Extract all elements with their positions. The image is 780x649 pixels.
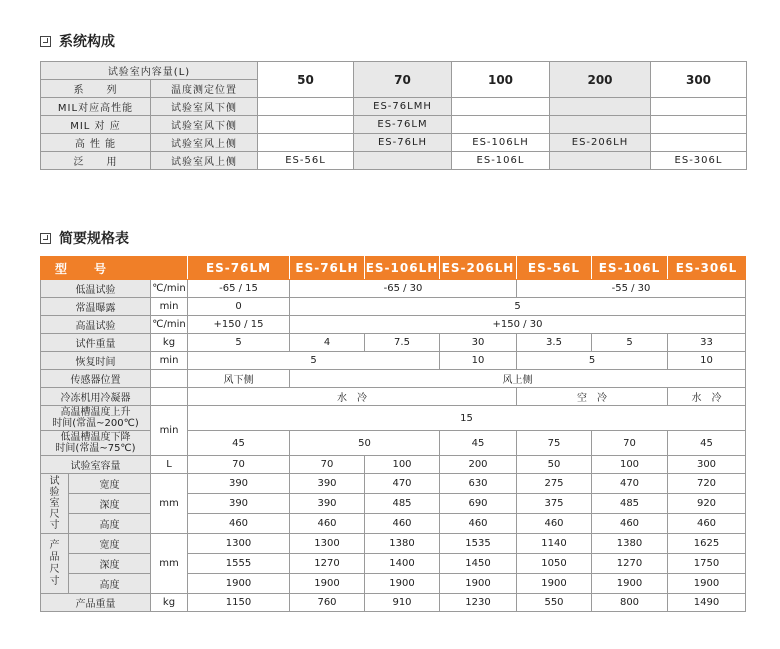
model-cell: ES-106L <box>452 152 550 170</box>
model-cell <box>258 116 354 134</box>
value-cell: 0 <box>188 298 290 316</box>
chamber-size-label <box>41 474 69 534</box>
value-cell: 风下侧 <box>188 370 290 388</box>
value-cell: 760 <box>290 594 365 612</box>
product-size-label <box>41 534 69 594</box>
model-cell <box>651 134 747 152</box>
value-cell: 5 <box>188 334 290 352</box>
label-char: 试 <box>49 476 60 487</box>
position-header: 温度测定位置 <box>151 80 258 98</box>
model-header: ES-106LH <box>365 257 440 280</box>
value-cell: 375 <box>517 494 592 514</box>
row-label: 宽度 <box>69 534 151 554</box>
model-cell <box>550 98 651 116</box>
row-label: 常温曝露 <box>41 298 151 316</box>
row-label: 低温试验 <box>41 280 151 298</box>
value-cell: 920 <box>668 494 746 514</box>
value-cell: 1625 <box>668 534 746 554</box>
position-cell: 试验室风下侧 <box>151 116 258 134</box>
series-cell: MIL对应高性能 <box>41 98 151 116</box>
model-cell <box>550 152 651 170</box>
model-header: ES-76LM <box>188 257 290 280</box>
value-cell: 300 <box>668 456 746 474</box>
value-cell: 70 <box>290 456 365 474</box>
value-cell: 800 <box>592 594 668 612</box>
value-cell: 390 <box>290 494 365 514</box>
unit-cell: min <box>151 352 188 370</box>
arrow-box-icon <box>40 233 51 244</box>
table-row <box>41 431 746 456</box>
value-cell: 3.5 <box>517 334 592 352</box>
section-title-spec <box>40 228 129 248</box>
value-cell: 7.5 <box>365 334 440 352</box>
value-cell: 1270 <box>592 554 668 574</box>
capacity-300: 300 <box>651 62 747 98</box>
value-cell: 10 <box>668 352 746 370</box>
table-row <box>41 514 746 534</box>
value-cell: 5 <box>517 352 668 370</box>
model-header: ES-206LH <box>440 257 517 280</box>
model-header: ES-56L <box>517 257 592 280</box>
value-cell: 200 <box>440 456 517 474</box>
value-cell: 1300 <box>290 534 365 554</box>
label-char: 产 <box>49 539 60 551</box>
value-cell: 485 <box>592 494 668 514</box>
model-cell <box>258 134 354 152</box>
row-label: 传感器位置 <box>41 370 151 388</box>
table-row <box>41 152 747 170</box>
row-label: 冷冻机用冷凝器 <box>41 388 151 406</box>
value-cell: 460 <box>668 514 746 534</box>
table-row <box>41 298 746 316</box>
series-header: 系 列 <box>41 80 151 98</box>
value-cell: 550 <box>517 594 592 612</box>
model-header: ES-106L <box>592 257 668 280</box>
spec-header-row <box>41 257 746 280</box>
table-row <box>41 352 746 370</box>
unit-cell: mm <box>151 534 188 594</box>
label-line: 低温槽温度下降 <box>60 432 131 443</box>
value-cell: 1150 <box>188 594 290 612</box>
value-cell: -65 / 30 <box>290 280 517 298</box>
row-label: 高度 <box>69 574 151 594</box>
label-char: 验 <box>49 487 60 498</box>
model-cell <box>258 98 354 116</box>
value-cell: 风上侧 <box>290 370 746 388</box>
table-row <box>41 456 746 474</box>
label-char: 尺 <box>49 563 60 575</box>
value-cell: 50 <box>517 456 592 474</box>
row-label <box>41 406 151 431</box>
value-cell: +150 / 15 <box>188 316 290 334</box>
model-cell <box>550 116 651 134</box>
value-cell: 45 <box>668 431 746 456</box>
model-cell: ES-76LMH <box>354 98 452 116</box>
value-cell: 1750 <box>668 554 746 574</box>
model-cell: ES-206LH <box>550 134 651 152</box>
value-cell: 1050 <box>517 554 592 574</box>
value-cell: 5 <box>592 334 668 352</box>
model-cell: ES-76LM <box>354 116 452 134</box>
capacity-70: 70 <box>354 62 452 98</box>
model-label: 型 号 <box>41 257 188 280</box>
table-row <box>41 574 746 594</box>
table-row <box>41 370 746 388</box>
unit-cell: mm <box>151 474 188 534</box>
value-cell: 100 <box>592 456 668 474</box>
row-label: 恢复时间 <box>41 352 151 370</box>
value-cell: -55 / 30 <box>517 280 746 298</box>
capacity-100: 100 <box>452 62 550 98</box>
value-cell: 1380 <box>592 534 668 554</box>
series-cell: MIL 对 应 <box>41 116 151 134</box>
value-cell: 630 <box>440 474 517 494</box>
position-cell: 试验室风上侧 <box>151 134 258 152</box>
label-line: 时间(常温~200℃) <box>52 418 139 429</box>
value-cell: 1450 <box>440 554 517 574</box>
row-label: 宽度 <box>69 474 151 494</box>
label-line: 高温槽温度上升 <box>60 407 131 418</box>
table-row <box>41 406 746 431</box>
unit-cell: ℃/min <box>151 316 188 334</box>
value-cell: 水 冷 <box>668 388 746 406</box>
table-row <box>41 116 747 134</box>
row-label: 高温试验 <box>41 316 151 334</box>
table-row <box>41 316 746 334</box>
label-line: 时间(常温~75℃) <box>55 443 136 454</box>
value-cell: 1490 <box>668 594 746 612</box>
value-cell: 70 <box>188 456 290 474</box>
value-cell: 50 <box>290 431 440 456</box>
value-cell: 460 <box>592 514 668 534</box>
label-char: 寸 <box>49 520 60 531</box>
value-cell: 5 <box>290 298 746 316</box>
model-cell <box>452 98 550 116</box>
value-cell: 1140 <box>517 534 592 554</box>
value-cell: 460 <box>365 514 440 534</box>
value-cell: 30 <box>440 334 517 352</box>
unit-cell: kg <box>151 594 188 612</box>
value-cell: 1380 <box>365 534 440 554</box>
value-cell: 1555 <box>188 554 290 574</box>
table-row <box>41 494 746 514</box>
value-cell: 1300 <box>188 534 290 554</box>
table-row <box>41 98 747 116</box>
value-cell: 460 <box>188 514 290 534</box>
value-cell: 15 <box>188 406 746 431</box>
model-cell: ES-306L <box>651 152 747 170</box>
section-title-text: 简要规格表 <box>59 231 129 247</box>
value-cell: 100 <box>365 456 440 474</box>
value-cell: 水 冷 <box>188 388 517 406</box>
value-cell: 1900 <box>365 574 440 594</box>
label-char: 尺 <box>49 509 60 520</box>
value-cell: 1900 <box>592 574 668 594</box>
row-label: 深度 <box>69 494 151 514</box>
value-cell: 75 <box>517 431 592 456</box>
row-label: 深度 <box>69 554 151 574</box>
table-row <box>41 388 746 406</box>
table-row <box>41 334 746 352</box>
table-row <box>41 554 746 574</box>
row-label: 产品重量 <box>41 594 151 612</box>
capacity-header: 试验室内容量(L) <box>41 62 258 80</box>
value-cell: 1535 <box>440 534 517 554</box>
series-cell: 泛 用 <box>41 152 151 170</box>
value-cell: 45 <box>188 431 290 456</box>
table-row <box>41 134 747 152</box>
position-cell: 试验室风上侧 <box>151 152 258 170</box>
value-cell: 1400 <box>365 554 440 574</box>
unit-cell <box>151 388 188 406</box>
value-cell: 1230 <box>440 594 517 612</box>
unit-cell: min <box>151 406 188 456</box>
value-cell: 10 <box>440 352 517 370</box>
table-row <box>41 594 746 612</box>
row-label: 高度 <box>69 514 151 534</box>
value-cell: 470 <box>592 474 668 494</box>
value-cell: 460 <box>290 514 365 534</box>
section-title-text: 系统构成 <box>59 34 115 50</box>
value-cell: 485 <box>365 494 440 514</box>
value-cell: 1900 <box>290 574 365 594</box>
table-row <box>41 534 746 554</box>
spec-table <box>40 256 746 612</box>
value-cell: 390 <box>188 494 290 514</box>
value-cell: 470 <box>365 474 440 494</box>
value-cell: 1900 <box>517 574 592 594</box>
table-row <box>41 280 746 298</box>
value-cell: 910 <box>365 594 440 612</box>
model-cell: ES-106LH <box>452 134 550 152</box>
row-label: 试验室容量 <box>41 456 151 474</box>
table-row <box>41 474 746 494</box>
capacity-50: 50 <box>258 62 354 98</box>
value-cell: 70 <box>592 431 668 456</box>
value-cell: 空 冷 <box>517 388 668 406</box>
position-cell: 试验室风下侧 <box>151 98 258 116</box>
arrow-box-icon <box>40 36 51 47</box>
unit-cell: min <box>151 298 188 316</box>
value-cell: 690 <box>440 494 517 514</box>
value-cell: 33 <box>668 334 746 352</box>
value-cell: -65 / 15 <box>188 280 290 298</box>
unit-cell: kg <box>151 334 188 352</box>
value-cell: 1900 <box>188 574 290 594</box>
model-cell: ES-56L <box>258 152 354 170</box>
value-cell: 390 <box>188 474 290 494</box>
model-header: ES-306L <box>668 257 746 280</box>
value-cell: 460 <box>440 514 517 534</box>
model-cell <box>354 152 452 170</box>
model-cell <box>651 116 747 134</box>
value-cell: 1900 <box>440 574 517 594</box>
value-cell: +150 / 30 <box>290 316 746 334</box>
value-cell: 45 <box>440 431 517 456</box>
row-label <box>41 431 151 456</box>
section-title-system <box>40 31 115 51</box>
value-cell: 5 <box>188 352 440 370</box>
unit-cell: L <box>151 456 188 474</box>
row-label: 试件重量 <box>41 334 151 352</box>
value-cell: 720 <box>668 474 746 494</box>
model-header: ES-76LH <box>290 257 365 280</box>
value-cell: 460 <box>517 514 592 534</box>
unit-cell <box>151 370 188 388</box>
capacity-200: 200 <box>550 62 651 98</box>
model-cell <box>452 116 550 134</box>
value-cell: 390 <box>290 474 365 494</box>
label-char: 品 <box>49 551 60 563</box>
value-cell: 1900 <box>668 574 746 594</box>
model-cell: ES-76LH <box>354 134 452 152</box>
system-composition-table <box>40 61 747 170</box>
label-char: 寸 <box>49 575 60 587</box>
value-cell: 1270 <box>290 554 365 574</box>
unit-cell: ℃/min <box>151 280 188 298</box>
label-char: 室 <box>49 498 60 509</box>
value-cell: 4 <box>290 334 365 352</box>
model-cell <box>651 98 747 116</box>
series-cell: 高 性 能 <box>41 134 151 152</box>
value-cell: 275 <box>517 474 592 494</box>
